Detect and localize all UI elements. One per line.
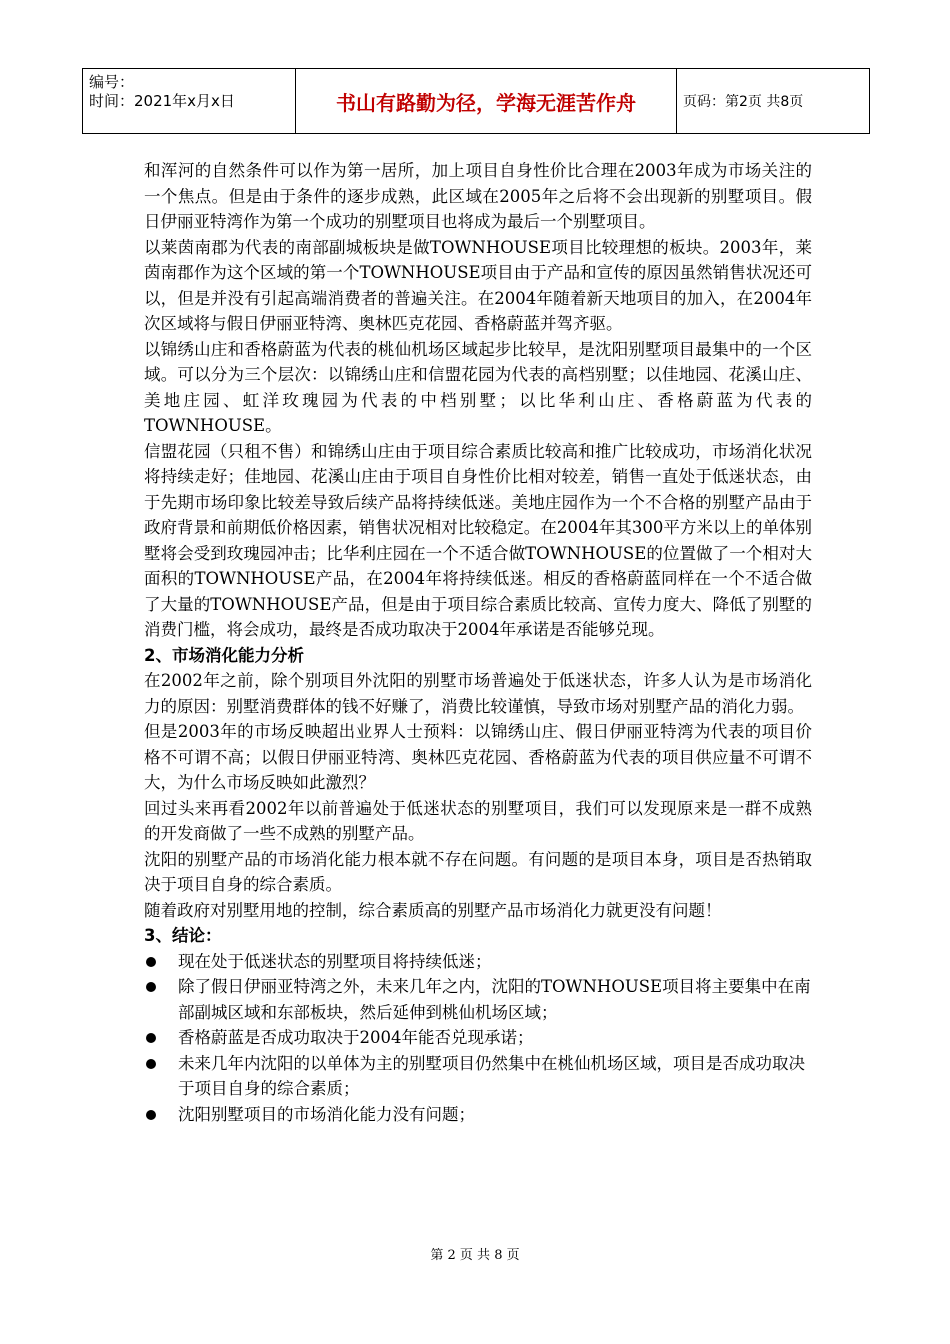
header-motto: 书山有路勤为径，学海无涯苦作舟	[296, 69, 677, 133]
paragraph: 信盟花园（只租不售）和锦绣山庄由于项目综合素质比较高和推广比较成功，市场消化状况将持续走好；佳地园、花溪山庄由于项目自身性价比相对较差，销售一直处于低迷状态，由于先期市场印象比较差导致后续产品将持续低迷。美地庄园作为一个不合格的别墅产品由于政府背景和前期低价格因素，销售状况相对比较稳定。在2004年其300平方米以上的单体别墅将会受到玫瑰园冲击；比华利庄园在一个不适合做TOWNHOUSE的位置做了一个相对大面积的TOWNHOUSE产品，在2004年将持续低迷。相反的香格蔚蓝同样在一个不适合做了大量的TOWNHOUSE产品，但是由于项目综合素质比较高、宣传力度大、降低了别墅的消费门槛，将会成功，最终是否成功取决于2004年承诺是否能够兑现。	[144, 441, 812, 639]
paragraph: 以锦绣山庄和香格蔚蓝为代表的桃仙机场区域起步比较早，是沈阳别墅项目最集中的一个区域。可以分为三个层次：以锦绣山庄和信盟花园为代表的高档别墅；以佳地园、花溪山庄、美地庄园、虹洋玫瑰园为代表的中档别墅；以比华利山庄、香格蔚蓝为代表的TOWNHOUSE。	[144, 339, 812, 435]
list-item-text: 沈阳别墅项目的市场消化能力没有问题；	[178, 1104, 475, 1124]
paragraph: 随着政府对别墅用地的控制，综合素质高的别墅产品市场消化力就更没有问题！	[144, 900, 722, 920]
doc-time-label: 时间：2021年x月x日	[89, 92, 235, 110]
document-body	[144, 158, 812, 1127]
page-footer: 第 2 页 共 8 页	[430, 1248, 520, 1263]
bullet-icon	[146, 1110, 156, 1120]
paragraph: 在2002年之前，除个别项目外沈阳的别墅市场普遍处于低迷状态，许多人认为是市场消化力的原因：别墅消费群体的钱不好赚了，消费比较谨慎，导致市场对别墅产品的消化力弱。	[144, 671, 812, 716]
list-item-text: 未来几年内沈阳的以单体为主的别墅项目仍然集中在桃仙机场区域，项目是否成功取决于项目自身的综合素质；	[178, 1053, 805, 1098]
list-item-text: 现在处于低迷状态的别墅项目将持续低迷；	[178, 951, 492, 971]
list-item-text: 除了假日伊丽亚特湾之外，未来几年之内，沈阳的TOWNHOUSE项目将主要集中在南部副城区域和东部板块，然后延伸到桃仙机场区域；	[178, 977, 811, 1022]
paragraph: 但是2003年的市场反映超出业界人士预料：以锦绣山庄、假日伊丽亚特湾为代表的项目价格不可谓不高；以假日伊丽亚特湾、奥林匹克花园、香格蔚蓝为代表的项目供应量不可谓不大，为什么市场反映如此激烈？	[144, 722, 812, 792]
doc-number-label: 编号：	[89, 73, 135, 91]
list-item	[144, 1102, 812, 1128]
list-item-text: 香格蔚蓝是否成功取决于2004年能否兑现承诺；	[178, 1028, 534, 1047]
bullet-icon	[146, 1059, 156, 1069]
section-heading: 2、市场消化能力分析	[144, 645, 304, 665]
paragraph: 以莱茵南郡为代表的南部副城板块是做TOWNHOUSE项目比较理想的板块。2003年，莱茵南郡作为这个区域的第一个TOWNHOUSE项目由于产品和宣传的原因虽然销售状况还可以，但是并没有引起高端消费者的普遍关注。在2004年随着新天地项目的加入，在2004年次区域将与假日伊丽亚特湾、奥林匹克花园、香格蔚蓝并驾齐驱。	[144, 237, 812, 333]
list-item	[144, 949, 812, 975]
list-item	[144, 1051, 812, 1102]
section-heading: 3、结论：	[144, 926, 222, 945]
bullet-icon	[146, 982, 156, 992]
header-page-info: 页码：第2页 共8页	[683, 94, 804, 110]
paragraph: 回过头来再看2002年以前普遍处于低迷状态的别墅项目，我们可以发现原来是一群不成熟的开发商做了一些不成熟的别墅产品。	[144, 798, 812, 843]
list-item	[144, 1025, 812, 1051]
list-item	[144, 974, 812, 1025]
bullet-icon	[146, 1033, 156, 1043]
page-header	[82, 68, 870, 134]
conclusion-list	[144, 949, 812, 1128]
paragraph: 沈阳的别墅产品的市场消化能力根本就不存在问题。有问题的是项目本身，项目是否热销取决于项目自身的综合素质。	[144, 849, 812, 894]
paragraph: 和浑河的自然条件可以作为第一居所，加上项目自身性价比合理在2003年成为市场关注的一个焦点。但是由于条件的逐步成熟，此区域在2005年之后将不会出现新的别墅项目。假日伊丽亚特湾作为第一个成功的别墅项目也将成为最后一个别墅项目。	[144, 161, 812, 231]
bullet-icon	[146, 957, 156, 967]
header-meta	[83, 69, 296, 133]
